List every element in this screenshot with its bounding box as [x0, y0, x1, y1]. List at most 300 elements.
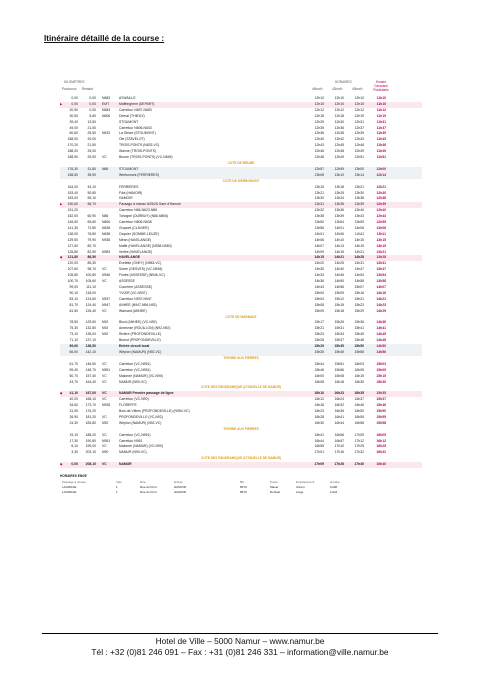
caravan-time-cell: 12h00	[376, 166, 386, 171]
time-40-cell: 15h48	[354, 338, 364, 343]
horaires-cell: 8570	[240, 490, 247, 495]
caravan-time-cell: 16h12	[376, 438, 386, 443]
time-40-cell: 15h41	[354, 326, 364, 331]
time-40-cell: 13h21	[354, 184, 364, 189]
km-remaining-cell: 82,90	[87, 249, 96, 254]
time-40-cell: 12h37	[354, 125, 364, 130]
caravan-time-cell: 13h31	[376, 261, 386, 266]
place-cell: Carrefour (VC-N951)	[119, 367, 151, 372]
km-done-cell: 41,10	[69, 391, 78, 396]
km-done-cell: 151,20	[67, 208, 78, 213]
marker-icon: ◆	[60, 255, 63, 260]
place-cell: Carrefour (VC-N90)	[119, 397, 149, 402]
place-cell: Wanne (TROIS-PONTS)	[119, 149, 156, 154]
km-remaining-cell: 25,90	[87, 155, 96, 160]
place-cell: PROFONDEVILLE (VC-N92)	[119, 414, 163, 419]
km-remaining-cell: 69,60	[87, 220, 96, 225]
km-done-cell: 152,00	[67, 214, 78, 219]
time-40-cell: 14h15	[354, 237, 364, 242]
horaires-cell: 8570	[240, 485, 247, 490]
time-42-cell: 14h13	[334, 243, 344, 248]
km-done-cell: 19,10	[69, 432, 78, 437]
place-cell: Annevoie (ROUILLON) (N92-N92)	[119, 326, 171, 331]
place-cell: Deeral (THIEUX)	[119, 113, 145, 118]
caravan-time-cell: 15h30	[376, 379, 386, 384]
caravan-time-cell: 15h55	[376, 414, 386, 419]
time-44-cell: 16h28	[314, 414, 324, 419]
road-cell: VC	[102, 391, 107, 396]
place-cell: Ocquier (SOMME-LEUZE)	[119, 231, 159, 236]
place-cell: Bois-de-Villers (PROFONDEVILLE) (N954-VC)	[119, 409, 190, 414]
place-cell: Maffringhem (DEPART)	[119, 101, 155, 106]
time-44-cell: 14h20	[314, 261, 324, 266]
place-cell: Rivière (PROFONDEVILLE)	[119, 332, 162, 337]
time-44-cell: 12h10	[314, 96, 324, 100]
km-remaining-cell: 183,80	[85, 420, 96, 425]
km-remaining-cell: 105,60	[85, 279, 96, 284]
place-cell: ANHEE (N947-N96-N92)	[119, 302, 157, 307]
time-42-cell: 15h15	[334, 302, 344, 307]
time-44-cell: 12h46	[314, 149, 324, 154]
road-cell: VC	[102, 279, 107, 284]
place-cell: Malonne (NAMUR) (VC-N90)	[119, 444, 163, 449]
km-done-cell: 60,60	[69, 131, 78, 136]
km-remaining-cell: 146,50	[85, 361, 96, 366]
km-done-cell: 31,90	[69, 409, 78, 414]
time-42-cell: 15h56	[334, 367, 344, 372]
time-40-cell: 14h47	[354, 267, 364, 272]
km-remaining-cell: 126,40	[85, 308, 96, 313]
time-44-cell: 15h00	[314, 290, 324, 295]
time-44-cell: 12h57	[314, 166, 324, 171]
time-42-cell: 13h36	[334, 208, 344, 213]
horaires-cell: Mauer	[270, 485, 279, 490]
time-42-cell: 15h31	[334, 326, 344, 331]
horaires-cell: Liège	[296, 490, 304, 495]
place-cell: Entrée circuit local	[119, 344, 150, 349]
horaires-cell: LAGRNAE	[62, 490, 77, 495]
footer-contact: Tél : +32 (0)81 246 091 – Fax : +31 (0)81 246 331 – information@ville.namur.be	[91, 647, 389, 657]
time-42-cell: 16h18	[334, 379, 344, 384]
km-remaining-cell: 203,10	[85, 450, 96, 455]
time-44-cell: 12h18	[314, 113, 324, 118]
time-40-cell: 15h36	[354, 320, 364, 325]
horaires-cell: 1	[116, 490, 118, 495]
km-remaining-cell: 124,60	[85, 296, 96, 301]
caravan-time-cell: 14h36	[376, 320, 386, 325]
km-done-cell: 30,50	[69, 113, 78, 118]
km-remaining-cell: 188,20	[85, 432, 96, 437]
place-cell: Carrefour N697-N683	[119, 107, 152, 112]
time-40-cell: 16h46	[354, 403, 364, 408]
road-cell: VC	[102, 267, 107, 272]
road-cell: N92	[102, 420, 109, 425]
time-40-cell: 14h11	[354, 231, 364, 236]
caravan-time-cell: 13h54	[376, 273, 386, 278]
time-42-cell: 12h49	[334, 155, 344, 160]
caravan-time-cell: 15h58	[376, 420, 386, 425]
table-header	[60, 78, 422, 96]
place-cell: NAMUR (N90-VC)	[119, 379, 147, 384]
km-done-cell: 127,60	[67, 243, 78, 248]
time-42-cell: 17h10	[334, 444, 344, 449]
km-remaining-cell: 138,50	[85, 344, 96, 349]
place-cell: Malonne (NAMUR) (VC-N90)	[119, 373, 163, 378]
time-44-cell: 16h10	[314, 391, 324, 396]
km-remaining-cell: 157,40	[85, 373, 96, 378]
time-42-cell: 13h54	[334, 220, 344, 225]
caravan-time-cell: 14h07	[376, 285, 386, 289]
km-remaining-cell: 135,00	[85, 332, 96, 337]
place-cell: Evelette (OHEY) (N983-VC)	[119, 261, 162, 266]
road-cell: N683	[102, 107, 111, 112]
time-42-cell: 15h09	[334, 290, 344, 295]
time-42-cell: 14h15	[334, 249, 344, 254]
horaires-cell: HAMOIR	[174, 490, 186, 495]
itinerary-row	[60, 462, 422, 468]
time-42-cell: 16h23	[334, 391, 344, 396]
time-44-cell: 12h29	[314, 119, 324, 124]
road-cell: VC	[102, 414, 107, 419]
km-done-cell: 105,80	[67, 273, 78, 278]
km-done-cell: 17,30	[69, 438, 78, 443]
marker-icon: ◆	[60, 462, 63, 467]
road-cell: VC	[102, 308, 107, 313]
time-40-cell: 13h00	[354, 166, 364, 171]
road-cell: VC	[102, 432, 107, 437]
place-cell: Verlée (HAVELANGE)	[119, 249, 153, 254]
place-cell: Oie (STAVELOT)	[119, 137, 145, 142]
km-done-cell: 170,20	[67, 143, 78, 148]
km-done-cell: 136,00	[67, 231, 78, 236]
time-42-cell: 14h10	[334, 237, 344, 242]
time-44-cell: 15h08	[314, 302, 324, 307]
time-44-cell: 12h43	[314, 143, 324, 148]
km-remaining-cell: 164,40	[85, 379, 96, 384]
time-40-cell: 15h16	[354, 290, 364, 295]
place-cell: Wépion (NAMUR) (N92-VC)	[119, 349, 162, 354]
km-remaining-cell: 129,60	[85, 320, 96, 325]
time-44-cell: 16h18	[314, 403, 324, 408]
caravan-time-cell: 13h47	[376, 267, 386, 272]
time-42-cell: 13h34	[334, 196, 344, 201]
header-km: KILOMETRES	[64, 80, 85, 84]
time-44-cell: 15h21	[314, 326, 324, 331]
place-cell: Warnant (ANHEE)	[119, 308, 147, 313]
time-40-cell: 16h35	[354, 391, 364, 396]
time-40-cell: 16h15	[354, 373, 364, 378]
time-44-cell: 12h40	[314, 137, 324, 142]
time-42-cell: 16h32	[334, 403, 344, 408]
place-cell: FLOREFFE	[119, 403, 137, 408]
time-44-cell: 14h06	[314, 237, 324, 242]
marker-icon: ▶	[60, 202, 63, 207]
time-44-cell: 12h10	[314, 101, 324, 106]
footer-divider	[42, 633, 438, 634]
road-cell: N806	[102, 220, 111, 225]
km-remaining-cell: 208,10	[85, 462, 96, 467]
road-cell: N633	[102, 131, 111, 136]
time-42-cell: 16h41	[334, 414, 344, 419]
time-44-cell: 12h35	[314, 125, 324, 130]
header-caravane: Horaire Caravane Publicitaire	[373, 80, 389, 92]
time-40-cell: 16h55	[354, 414, 364, 419]
time-42-cell: 13h10	[334, 172, 344, 177]
km-remaining-cell: 25,00	[87, 149, 96, 154]
km-remaining-cell: 21,50	[87, 125, 96, 130]
time-42-cell: 14h56	[334, 285, 344, 289]
header-horaires: HORAIRES	[335, 80, 352, 84]
caravan-time-cell: 13h19	[376, 243, 386, 248]
km-done-cell: 73,10	[69, 332, 78, 337]
road-cell: VC	[102, 373, 107, 378]
caravan-time-cell: 15h46	[376, 403, 386, 408]
caravan-time-cell: 16h25	[376, 444, 386, 449]
km-remaining-cell: 5,60	[89, 113, 96, 118]
caravan-time-cell: 15h05	[376, 367, 386, 372]
caravan-time-cell: 14h56	[376, 349, 386, 354]
section-label: COTE DE WARNANT	[225, 314, 257, 319]
km-done-cell: 176,30	[67, 166, 78, 171]
place-cell: ASSESSE	[119, 279, 135, 284]
horaires-cell: LAGRNAE	[62, 485, 77, 490]
time-40-cell: 13h40	[354, 208, 364, 213]
km-remaining-cell: 31,80	[87, 166, 96, 171]
road-cell: VC	[102, 155, 107, 160]
km-remaining-cell: 148,70	[85, 367, 96, 372]
place-cell: FERRIERES	[119, 184, 139, 189]
itinerary-rows	[60, 96, 422, 468]
km-remaining-cell: 0,00	[89, 107, 96, 112]
time-40-cell: 12h12	[354, 107, 364, 112]
road-cell: N86	[102, 214, 109, 219]
time-40-cell: 15h50	[354, 344, 364, 349]
place-cell: Grupont (CLAVIER)	[119, 225, 149, 230]
time-44-cell: 12h36	[314, 131, 324, 136]
time-42-cell: 16h24	[334, 397, 344, 402]
time-40-cell: 16h58	[354, 420, 364, 425]
time-40-cell: 12h19	[354, 113, 364, 118]
km-remaining-cell: 190,80	[85, 438, 96, 443]
time-42-cell: 13h25	[334, 190, 344, 195]
place-cell: Carrefour N606-N633	[119, 125, 152, 130]
time-44-cell: 16h00	[314, 373, 324, 378]
km-done-cell: 81,70	[69, 302, 78, 307]
time-44-cell: 15h17	[314, 320, 324, 325]
km-remaining-cell: 199,00	[85, 444, 96, 449]
time-40-cell: 12h39	[354, 131, 364, 136]
road-cell: N90	[102, 450, 109, 455]
caravan-time-cell: 14h41	[376, 326, 386, 331]
place-cell: HAMOIR	[119, 196, 133, 201]
time-42-cell: 15h37	[334, 338, 344, 343]
place-cell: Bioul (ANHEE) (VC-N92)	[119, 320, 157, 325]
horaires-head-cell: BK	[240, 480, 245, 485]
horaires-cell: 1H00	[330, 485, 338, 490]
time-40-cell: 16h50	[354, 409, 364, 414]
time-44-cell: 13h08	[314, 172, 324, 177]
time-44-cell: 15h04	[314, 296, 324, 301]
km-remaining-cell: 85,30	[87, 261, 96, 266]
caravan-time-cell: 12h59	[376, 220, 386, 225]
km-remaining-cell: 35,90	[87, 172, 96, 177]
km-done-cell: 188,00	[67, 137, 78, 142]
time-40-cell: 13h43	[354, 214, 364, 219]
road-cell: N606	[102, 113, 111, 118]
time-44-cell: 14h36	[314, 279, 324, 284]
time-40-cell: 17h25	[354, 444, 364, 449]
time-42-cell: 13h18	[334, 184, 344, 189]
time-42-cell: 17h16	[334, 450, 344, 455]
time-42-cell: 16h57	[334, 438, 344, 443]
time-42-cell: 14h46	[334, 273, 344, 278]
road-cell: N638	[102, 225, 111, 230]
caravan-time-cell: 11h10	[376, 96, 386, 100]
horaires-cell: Rue du Pont	[140, 485, 157, 490]
time-42-cell: 12h45	[334, 143, 344, 148]
caravan-time-cell: 16h32	[376, 450, 386, 455]
caravan-time-cell: 11h31	[376, 119, 386, 124]
caravan-time-cell: 15h03	[376, 361, 386, 366]
time-40-cell: 12h46	[354, 143, 364, 148]
time-44-cell: 15h29	[314, 344, 324, 349]
time-42-cell: 14h25	[334, 261, 344, 266]
time-40-cell: 13h38	[354, 196, 364, 201]
horaires-title: HORAIRES ENGE	[60, 474, 87, 479]
km-done-cell: 107,60	[67, 267, 78, 272]
place-cell: Carrefour (VC-N951)	[119, 361, 151, 366]
km-remaining-cell: 124,40	[85, 302, 96, 307]
caravan-time-cell: 13h06	[376, 225, 386, 230]
km-remaining-cell: 50,80	[87, 190, 96, 195]
time-42-cell: 16h44	[334, 420, 344, 425]
caravan-time-cell: 13h58	[376, 279, 386, 284]
km-done-cell: 39,40	[69, 119, 78, 124]
header-speed-3: 40km/h	[352, 87, 363, 91]
time-44-cell: 15h09	[314, 308, 324, 313]
road-cell: N951	[102, 438, 111, 443]
road-cell: N951	[102, 367, 111, 372]
road-cell: VC	[102, 379, 107, 384]
km-done-cell: 120,00	[67, 261, 78, 266]
time-40-cell: 15h23	[354, 302, 364, 307]
time-42-cell: 13h35	[334, 202, 344, 207]
time-40-cell: 15h07	[354, 285, 364, 289]
time-40-cell: 14h06	[354, 225, 364, 230]
time-44-cell: 15h46	[314, 367, 324, 372]
caravan-time-cell: 11h49	[376, 149, 386, 154]
time-44-cell: 12h48	[314, 155, 324, 160]
time-42-cell: 15h12	[334, 296, 344, 301]
caravan-time-cell: 12h38	[376, 196, 386, 201]
caravan-time-cell: 12h39	[376, 202, 386, 207]
caravan-time-cell: 12h21	[376, 184, 386, 189]
horaires-head-cell: Voie	[116, 480, 122, 485]
km-done-cell: 71,10	[69, 338, 78, 343]
page-title: Itinéraire détaillé de la course :	[44, 34, 165, 43]
place-cell: Passage à niveau N25/26 Gare d'Hamoir	[119, 202, 181, 207]
km-remaining-cell: 25,50	[87, 131, 96, 136]
time-42-cell: 12h59	[334, 166, 344, 171]
section-label: COTE DE WERBOMONT	[222, 178, 260, 183]
time-42-cell: 14h40	[334, 267, 344, 272]
footer-address: Hotel de Ville – 5000 Namur – www.namur.be	[155, 636, 325, 646]
km-remaining-cell: 55,10	[87, 196, 96, 201]
road-cell: N928	[102, 403, 111, 408]
time-44-cell: 13h31	[314, 202, 324, 207]
time-40-cell: 14h58	[354, 279, 364, 284]
time-44-cell: 13h15	[314, 184, 324, 189]
time-44-cell: 16h41	[314, 432, 324, 437]
time-42-cell: 16h56	[334, 432, 344, 437]
km-done-cell: 129,50	[67, 237, 78, 242]
road-cell: N638	[102, 231, 111, 236]
place-cell: Maffe (HAVELANGE) (N938-N983)	[119, 243, 172, 248]
time-42-cell: 12h10	[334, 101, 344, 106]
horaires-cell: 1H44	[330, 490, 338, 495]
place-cell: La Gleize (STOUMONT)	[119, 131, 156, 136]
caravan-time-cell: 11h12	[376, 107, 386, 112]
caravan-time-cell: 15h15	[376, 373, 386, 378]
place-cell: Carrefour N806-N638	[119, 220, 152, 225]
time-44-cell: 15h35	[314, 349, 324, 354]
horaires-row	[60, 490, 422, 495]
caravan-time-cell: 11h19	[376, 113, 386, 118]
time-42-cell: 12h10	[334, 96, 344, 100]
time-44-cell: 13h38	[314, 214, 324, 219]
caravan-time-cell: 15h37	[376, 397, 386, 402]
km-done-cell: 0,00	[71, 96, 78, 100]
section-label: THYNNE AUX PIERRES	[223, 355, 259, 360]
caravan-time-cell: 12h30	[376, 190, 386, 195]
road-cell: N92	[102, 326, 109, 331]
place-cell: Florée (ASSESSE) (N946-VC)	[119, 273, 165, 278]
place-cell: HAVELANGE	[119, 255, 141, 260]
time-44-cell: 16h08	[314, 379, 324, 384]
km-done-cell: 0,00	[71, 462, 78, 467]
km-remaining-cell: 118,00	[85, 290, 96, 295]
road-cell: N66	[102, 166, 109, 171]
km-done-cell: 49,00	[69, 125, 78, 130]
section-label: COTE DES PANORAMIQUE (CITADELLE DE NAMUR)	[201, 456, 281, 461]
horaires-head-cell: Horaire	[330, 480, 340, 485]
time-40-cell: 12h10	[354, 101, 364, 106]
km-done-cell: 153,40	[67, 190, 78, 195]
km-remaining-cell: 167,00	[85, 391, 96, 396]
place-cell: Wépion (NAMUR) (N92-VC)	[119, 420, 162, 425]
place-cell: Filot (HAMOIR)	[119, 190, 143, 195]
time-40-cell: 12h43	[354, 137, 364, 142]
horaires-head-cell: Rue	[140, 480, 146, 485]
km-done-cell: 121,80	[67, 255, 78, 260]
time-40-cell: 17h12	[354, 438, 364, 443]
place-cell: TROIS-PONTS (N633-VC)	[119, 143, 160, 148]
caravan-time-cell: 16h40	[376, 462, 386, 467]
road-cell: VC	[102, 397, 107, 402]
place-cell: Werbomont (FERRIERES)	[119, 172, 160, 177]
time-40-cell: 16h05	[354, 367, 364, 372]
header-speed-2: 42km/h	[332, 87, 343, 91]
time-44-cell: 17h01	[314, 450, 324, 455]
caravan-time-cell: 14h48	[376, 338, 386, 343]
caravan-time-cell: 11h39	[376, 131, 386, 136]
section-label: COTE DE BRUME	[227, 160, 255, 165]
km-done-cell: 83,10	[69, 296, 78, 301]
horaires-head-cell: Emplacement	[296, 480, 315, 485]
header-parcourus: Parcourus	[62, 87, 77, 91]
place-cell: STOUMONT	[119, 119, 139, 124]
place-cell: Brume (TROIS-PONTS) (VC-N645)	[119, 155, 173, 160]
